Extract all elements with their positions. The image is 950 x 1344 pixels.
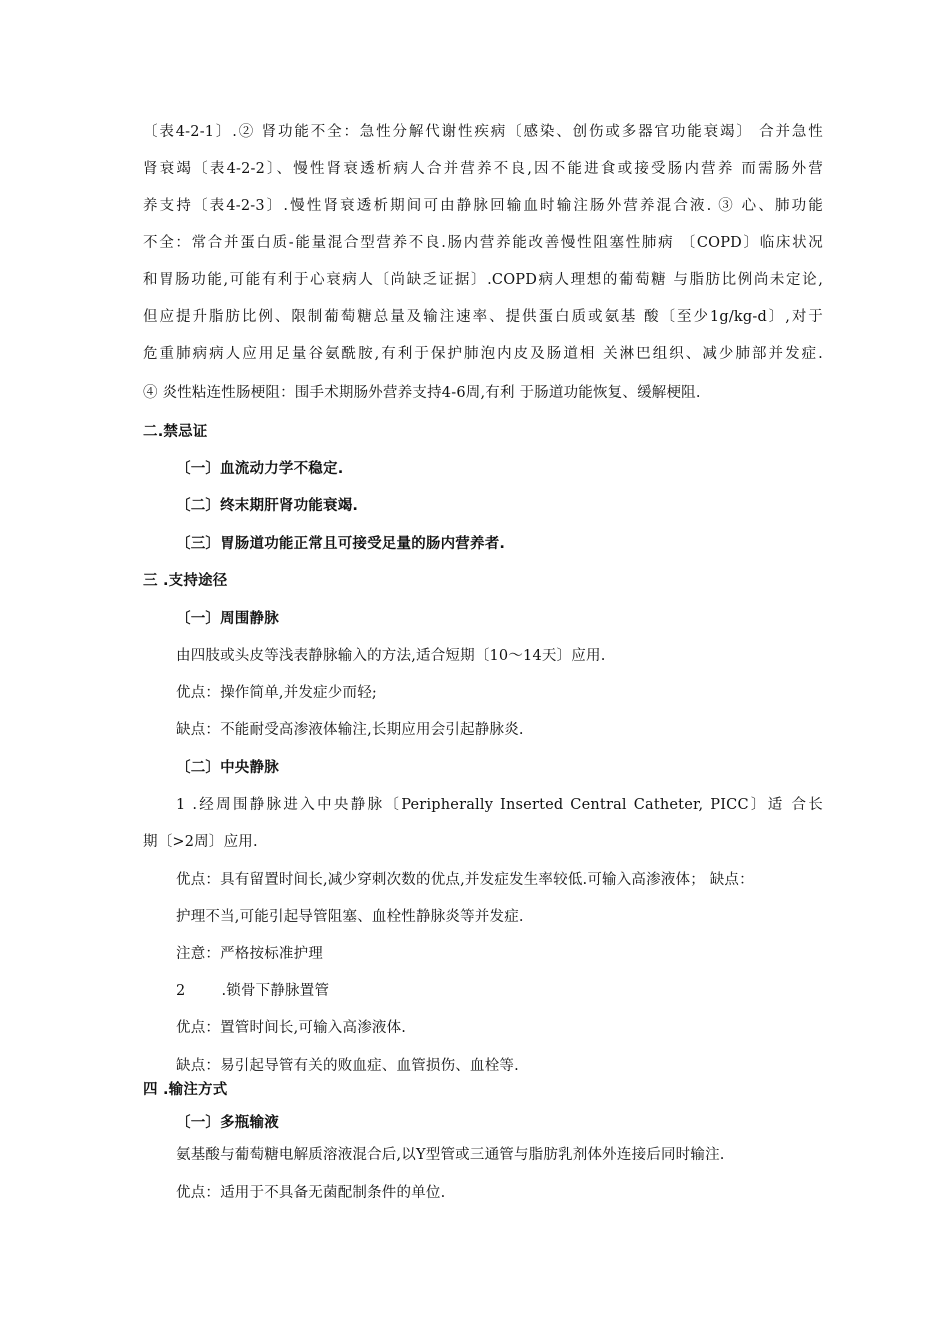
paragraph-line: 注意：严格按标准护理 [176,946,323,962]
section-heading: 三 .支持途径 [143,573,228,589]
paragraph-line: 危重肺病病人应用足量谷氨酰胺,有利于保护肺泡内皮及肠道相 关淋巴组织、减少肺部并发症. [143,346,823,362]
subsection-heading: 〔二〕中央静脉 [176,760,279,776]
list-item: 〔三〕胃肠道功能正常且可接受足量的肠内营养者. [176,536,506,552]
paragraph-line: ④ 炎性粘连性肠梗阻：围手术期肠外营养支持4-6周,有利 于肠道功能恢复、缓解梗阻. [143,385,701,401]
subsection-heading: 〔一〕周围静脉 [176,611,279,627]
paragraph-line: 由四肢或头皮等浅表静脉输入的方法,适合短期〔10〜14天〕应用. [176,648,606,664]
paragraph-line: 肾衰竭〔表4-2-2〕、慢性肾衰透析病人合并营养不良,因不能进食或接受肠内营养 而需肠外营 [143,161,823,177]
section-heading: 二.禁忌证 [143,424,208,440]
paragraph-line: 缺点：易引起导管有关的败血症、血管损伤、血栓等. [176,1058,519,1074]
paragraph-line: 优点：置管时间长,可输入高渗液体. [176,1020,407,1036]
paragraph-line: 氨基酸与葡萄糖电解质溶液混合后,以Y型管或三通管与脂肪乳剂体外连接后同时输注. [176,1147,725,1163]
list-item: 〔二〕终末期肝肾功能衰竭. [176,498,359,514]
list-item: 〔一〕血流动力学不稳定. [176,461,344,477]
paragraph-line: 1 .经周围静脉进入中央静脉〔Peripherally Inserted Central Catheter, PICC〕适 合长 [176,797,823,813]
paragraph-line: 优点：具有留置时间长,减少穿刺次数的优点,并发症发生率较低.可输入高渗液体； 缺点： [176,872,754,888]
paragraph-line: 优点：操作简单,并发症少而轻; [176,685,377,701]
paragraph-line: 和胃肠功能,可能有利于心衰病人〔尚缺乏证据〕.COPD病人理想的葡萄糖 与脂肪比例尚未定论, [143,272,823,288]
paragraph-line: 但应提升脂肪比例、限制葡萄糖总量及输注速率、提供蛋白质或氨基 酸〔至少1g/kg-d〕,对于 [143,309,823,325]
paragraph-line: 不全：常合并蛋白质-能量混合型营养不良.肠内营养能改善慢性阻塞性肺病 〔COPD〕临床状况 [143,235,823,251]
paragraph-line: 缺点：不能耐受高渗液体输注,长期应用会引起静脉炎. [176,722,524,738]
subsection-heading: 〔一〕多瓶输液 [176,1115,279,1131]
paragraph-line: 优点：适用于不具备无菌配制条件的单位. [176,1185,446,1201]
paragraph-line: 护理不当,可能引起导管阻塞、血栓性静脉炎等并发症. [176,909,524,925]
paragraph-line: 养支持〔表4-2-3〕.慢性肾衰透析期间可由静脉回输血时输注肠外营养混合液. ③ 心、肺功能 [143,198,823,214]
paragraph-line [176,981,823,1001]
section-heading: 四 .输注方式 [143,1082,228,1098]
list-number: 2 [176,983,186,999]
paragraph-line: 期〔>2周〕应用. [143,834,258,850]
list-label: .锁骨下静脉置管 [221,983,330,999]
paragraph-line: 〔表4-2-1〕.② 肾功能不全：急性分解代谢性疾病〔感染、创伤或多器官功能衰竭〕 合并急性 [143,124,823,140]
